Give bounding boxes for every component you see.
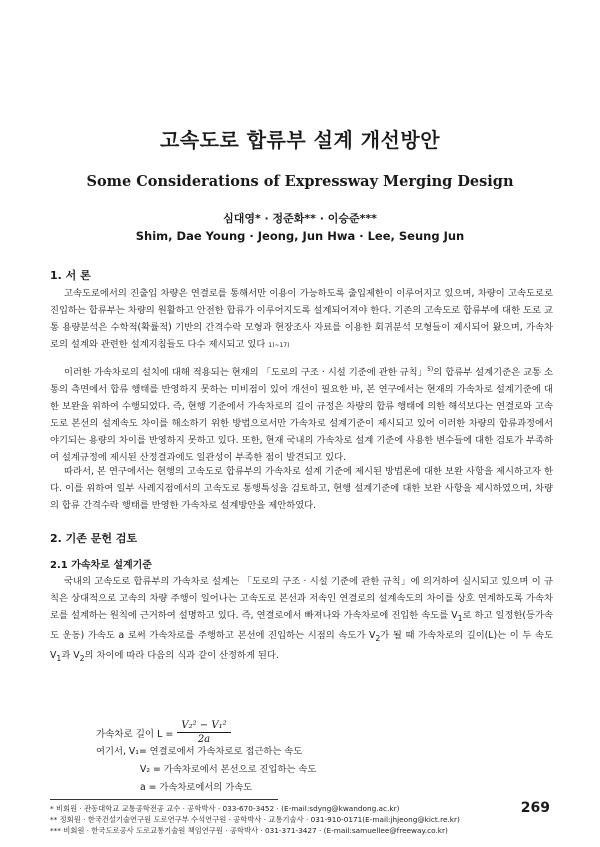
authors-korean: 심대영* · 정준화** · 이승준*** (223, 212, 377, 225)
literature-paragraph-1: 국내의 고속도로 합류부의 가속차로 설계는 「도로의 구조 · 시설 기준에 관한 규칙」에 의거하여 실시되고 있으며 이 규칙은 상대적으로 고속의 차량 주행이 일어나는 고속도로 본선과 저속인 연결로의 설계속도의 차이를 상호 연계하도록 가속차로를 설계하는 원칙에 근거하여 설명하고 있다. 즉, 연결로에서 빠져나와 가속차로에 진입한 속도를 $V_1$로 하고 일정한(등가속도 운동) 가속도 a 로써 가속차로를 주행하고 본선에 진입하는 시점의 속도가 $V_2$가 될 때 가속차로의 길이(L)는 이 두 속도 $V_1$과 $V_2$의 차이에 따라 다음의 식과 같이 산정하게 된다. (50, 576, 553, 663)
reference-marker: 5) (427, 366, 434, 373)
variable-definition-v2: V₂ = 가속차로에서 본선으로 진입하는 속도 (140, 764, 317, 775)
intro-paragraph-3: 따라서, 본 연구에서는 현행의 고속도로 합류부의 가속차로 설계 기준에 제시된 방법론에 대한 보완 사항을 제시하고자 한다. 이를 위하여 일부 사례지점에서의 고속도로 통행특성을 검토하고, 현행 설계기준에 대한 보완 사항을 제시하였으며, 차량의 합류 간격수락 행태를 반영한 가속차로 설계방안을 제안하였다. (50, 466, 553, 511)
footnote-author-3: *** 비회원 · 한국도로공사 도로교통기술원 책임연구원 · 공학박사 · 031-371-3427 · (E-mail:samuellee@freeway.co.kr) (50, 826, 448, 835)
formula-label: 가속차로 길이 L = (96, 728, 174, 740)
page-number: 269 (520, 800, 550, 816)
title-korean: 고속도로 합류부 설계 개선방안 (159, 128, 441, 152)
title-english: Some Considerations of Expressway Merging Design (86, 173, 514, 190)
formula-numerator: V₂² − V₁² (177, 720, 230, 733)
footnote-author-2: ** 정회원 · 한국건설기술연구원 도로연구부 수석연구원 · 공학박사 · 교통기술사 · 031-910-0171(E-mail:jhjeong@kict.re.kr) (50, 815, 460, 824)
intro-paragraph-2: 이러한 가속차로의 설치에 대해 적용되는 현재의 「도로의 구조 · 시설 기준에 관한 규칙」$^{5)}$의 합류부 설계기준은 교통 소통의 측면에서 합류 행태를 반영하지 못하는 미비점이 있어 개선이 필요한 바, 본 연구에서는 현재의 가속차로 설계기준에 대한 보완을 위하여 수행되었다. 즉, 현행 기준에서 가속차로의 길이 규정은 차량의 합류 행태에 의한 해석보다는 연결로와 고속도로 본선의 설계속도 차이를 해소하기 위한 방법으로서만 가속차로 설계기준이 제시되고 있어 이러한 차량의 합류과정에서 야기되는 용량의 차이를 반영하지 못하고 있다. 또한, 현재 국내의 가속차로 설계 기준에 사용한 변수들에 대한 검토가 부족하여 설계규정에 제시된 산정결과에도 일관성이 부족한 점이 발견되고 있다. (50, 366, 554, 464)
section-heading-introduction: 1. 서 론 (50, 269, 91, 282)
intro-paragraph-1: 고속도로에서의 진출입 차량은 연결로를 통해서만 이용이 가능하도록 출입제한이 이루어지고 있으며, 차량이 고속도로로 진입하는 합류부는 차량의 원활하고 안전한 합류가 이루어지도록 설계되어져야 한다. 기존의 고속도로 합류부에 대한 도로 교통 용량분석은 수학적(확률적) 기반의 간격수락 모형과 현장조사 자료를 이용한 회귀분석 모형들이 제시되어 왔으며, 가속차로의 설계와 관련한 설계지침들도 다수 제시되고 있다 1)~17) (50, 288, 553, 350)
formula-denominator: 2a (197, 734, 211, 745)
acceleration-lane-formula (96, 720, 231, 745)
reference-marker: 1)~17) (268, 342, 290, 349)
variable-definition-v1: 여기서, V₁= 연결로에서 가속차로로 접근하는 속도 (96, 746, 303, 757)
authors-english: Shim, Dae Young · Jeong, Jun Hwa · Lee, Seung Jun (135, 229, 465, 243)
section-heading-literature: 2. 기존 문헌 검토 (50, 532, 138, 545)
footnote-author-1: * 비회원 · 관동대학교 교통공학전공 교수 · 공학박사 · 033-670-3452 · (E-mail:sdyng@kwandong.ac.kr) (50, 804, 400, 813)
footnote-divider (50, 799, 278, 800)
variable-definition-a: a = 가속차로에서의 가속도 (140, 782, 253, 793)
formula-fraction (177, 720, 230, 745)
subsection-heading-design-standard: 2.1 가속차로 설계기준 (50, 560, 152, 571)
